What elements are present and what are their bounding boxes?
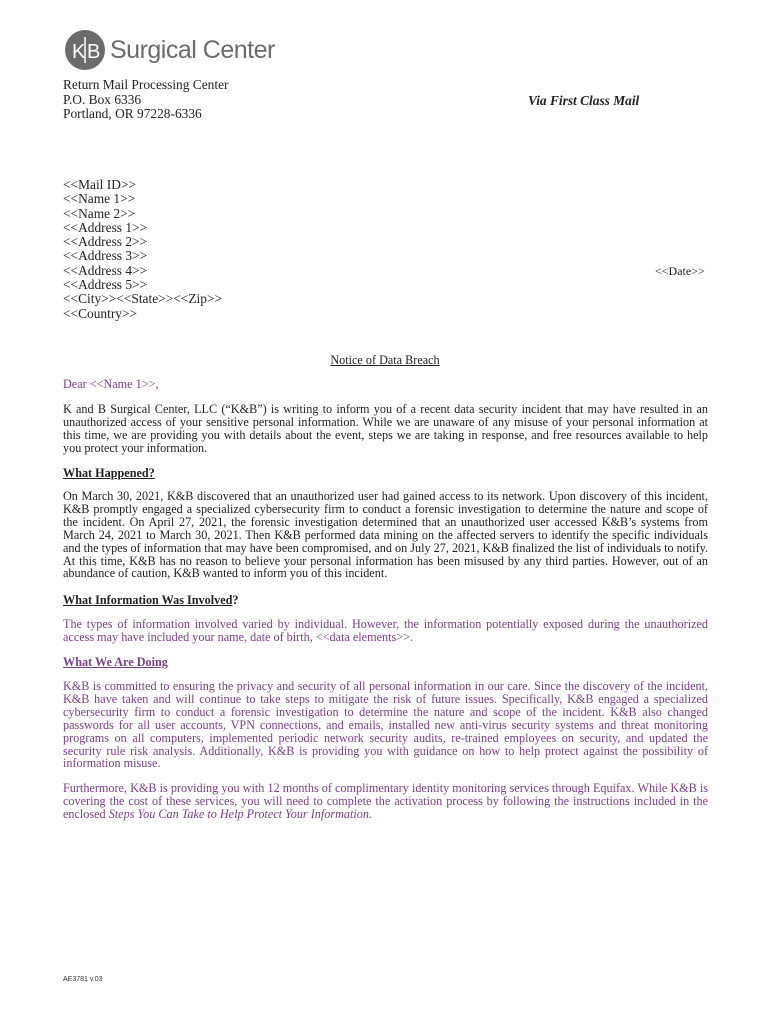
monitoring-services-text: Furthermore, K&B is providing you with 12 months of complimentary identity monitoring services through Equifax. While K&B is covering the cost of these services, you will need to complete the activation process by following the instructions included in the enclosed (63, 781, 708, 821)
intro-paragraph: K and B Surgical Center, LLC (“K&B”) is writing to inform you of a recent data security incident that may have resulted in an unauthorized access of your sensitive personal information. While we are unaware of any misuse of your personal information at this time, we are providing you with details about the event, steps we are taking in response, and free resources available to help you protect your information. (63, 402, 708, 455)
return-line-3: Portland, OR 97228-6336 (63, 106, 202, 121)
recipient-line: <<Name 2>> (63, 205, 136, 221)
salutation: Dear <<Name 1>>, (63, 377, 159, 391)
recipient-line: <<Address 5>> (63, 277, 148, 293)
notice-title (0, 353, 770, 368)
mail-method: Via First Class Mail (528, 93, 640, 108)
recipient-line: <<Name 1>> (63, 191, 136, 207)
monogram-right: B (87, 41, 101, 63)
return-line-1: Return Mail Processing Center (63, 77, 229, 92)
kb-monogram-icon (64, 29, 106, 71)
date-placeholder: <<Date>> (655, 264, 705, 278)
heading-information-involved (63, 593, 239, 608)
monitoring-services-paragraph (63, 782, 708, 821)
return-address (63, 78, 229, 122)
recipient-line: <<Mail ID>> (63, 177, 136, 192)
what-happened-paragraph: On March 30, 2021, K&B discovered that an unauthorized user had gained access to its network. Upon discovery of this incident, K&B promptly engaged a specialized cybersecurity firm to conduct a forensic investigation to determine the nature and scope of the incident. On April 27, 2021, the forensic investigation determined that an unauthorized user accessed K&B’s systems from March 24, 2021 to March 30, 2021. Then K&B performed data mining on the affected servers to identify the specific individuals and the types of information that may have been compromised, and on July 27, 2021, K&B finalized the list of individuals to notify. At this time, K&B has no reason to believe your personal information has been misused by any third parties. However, out of an abundance of caution, K&B wanted to inform you of this incident. (63, 489, 708, 581)
recipient-line: <<Address 3>> (63, 248, 148, 264)
logo-name: Surgical Center (110, 35, 275, 64)
steps-reference: Steps You Can Take to Help Protect Your Information. (108, 806, 372, 821)
what-we-are-doing-paragraph: K&B is committed to ensuring the privacy and security of all personal information in our care. Since the discovery of the incident, K&B have taken and will continue to take steps to mitigate the risk of future issues. Specifically, K&B engaged a specialized cybersecurity firm to conduct a forensic investigation to determine the nature and scope of the incident. K&B also changed passwords for all user accounts, VPN connections, and emails, installed new anti-virus security systems and threat monitoring programs on all computers, implemented periodic network security audits, re-trained employees on security, and updated the security rule risk analysis. Additionally, K&B is providing you with guidance on how to help protect against the possibility of information misuse. (63, 679, 708, 771)
recipient-line: <<City>><<State>><<Zip>> (63, 291, 223, 307)
information-involved-paragraph: The types of information involved varied by individual. However, the information potentially exposed during the unauthorized access may have included your name, date of birth, <<data elements>>. (63, 617, 708, 644)
footer-code: AE3781 v.03 (63, 976, 103, 983)
heading-question-mark: ? (232, 593, 239, 607)
recipient-line: <<Address 2>> (63, 234, 148, 250)
monogram-left: K (72, 41, 86, 63)
heading-information-involved-text: What Information Was Involved (63, 593, 233, 607)
recipient-line: <<Address 4>> (63, 262, 148, 278)
heading-what-we-are-doing: What We Are Doing (63, 655, 168, 669)
company-logo (64, 28, 275, 72)
recipient-line: <<Country>> (63, 305, 138, 321)
recipient-address (63, 178, 222, 321)
heading-what-happened: What Happened? (63, 466, 155, 480)
recipient-line: <<Address 1>> (63, 219, 148, 235)
notice-title-text: Notice of Data Breach (330, 353, 440, 367)
return-line-2: P.O. Box 6336 (63, 91, 142, 107)
